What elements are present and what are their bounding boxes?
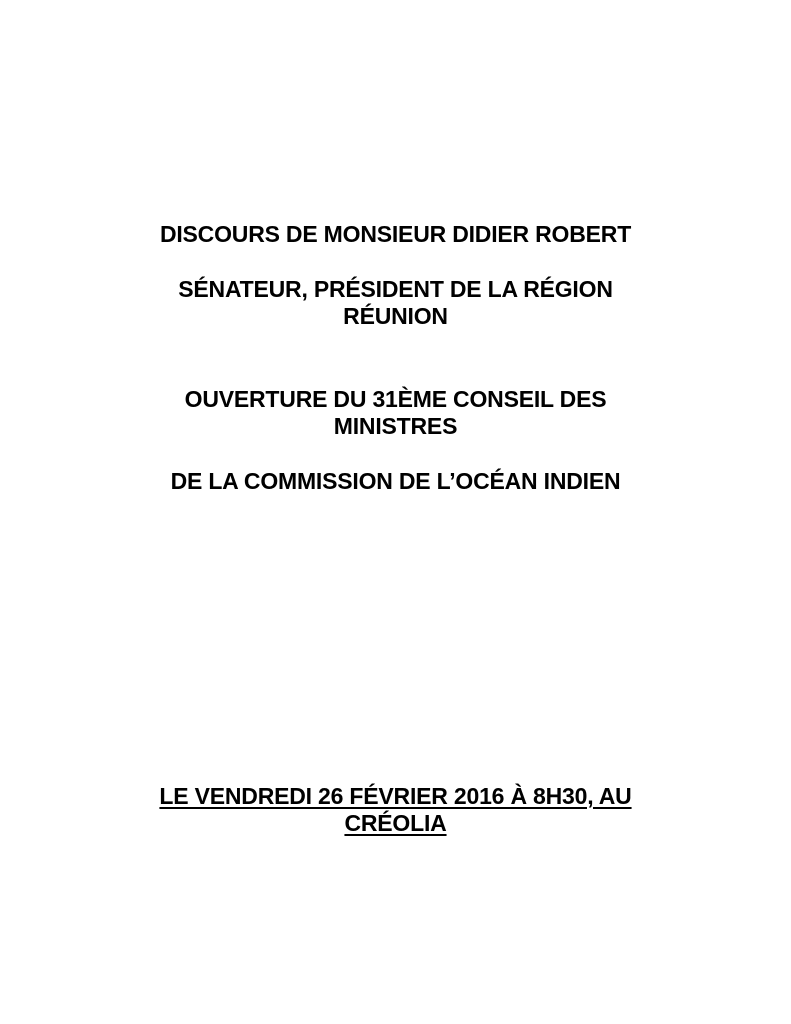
speaker-role-line-1: SÉNATEUR, PRÉSIDENT DE LA RÉGION [178, 276, 613, 302]
event-date [0, 783, 791, 837]
speech-title-line: DISCOURS DE MONSIEUR DIDIER ROBERT [159, 221, 632, 247]
speaker-role-line-2: RÉUNION [343, 303, 448, 329]
event-heading-line-1: OUVERTURE DU 31ÈME CONSEIL DES [184, 386, 607, 412]
speaker-role [0, 276, 791, 330]
event-date-line-2: CRÉOLIA [344, 810, 447, 836]
speech-title [0, 221, 791, 248]
organization-heading [0, 468, 791, 495]
event-heading [0, 386, 791, 440]
event-heading-line-2: MINISTRES [333, 413, 458, 439]
organization-heading-line: DE LA COMMISSION DE L’OCÉAN INDIEN [170, 468, 621, 494]
event-date-line-1: LE VENDREDI 26 FÉVRIER 2016 À 8H30, AU [159, 783, 632, 809]
